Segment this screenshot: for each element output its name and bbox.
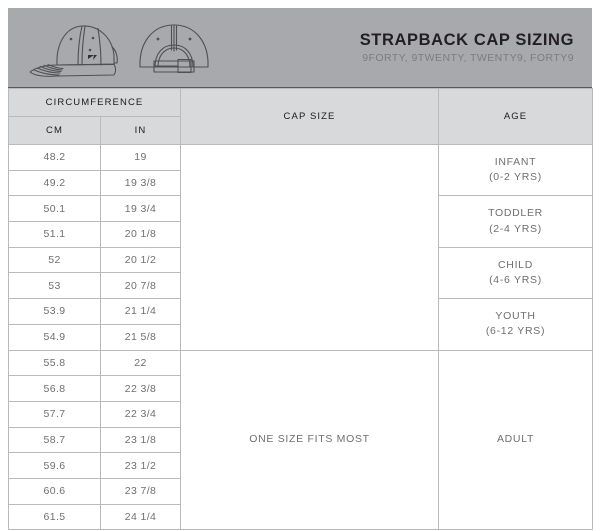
header-circumference: CIRCUMFERENCE xyxy=(9,89,181,117)
cell-circumference-in: 21 1/4 xyxy=(101,299,181,325)
header-cap-size: CAP SIZE xyxy=(181,89,439,145)
cell-circumference-cm: 52 xyxy=(9,247,101,273)
cell-circumference-in: 24 1/4 xyxy=(101,504,181,530)
cap-illustrations xyxy=(8,17,216,79)
header-cm: CM xyxy=(9,117,101,145)
cell-cap-size-empty xyxy=(181,145,439,351)
cell-circumference-cm: 53 xyxy=(9,273,101,299)
age-group-label: INFANT xyxy=(494,155,537,168)
banner-title-block xyxy=(360,31,574,65)
cell-circumference-in: 19 3/8 xyxy=(101,170,181,196)
cell-cap-size-group: ONE SIZE FITS MOST xyxy=(181,350,439,530)
cell-circumference-in: 20 1/8 xyxy=(101,222,181,248)
cell-circumference-in: 23 1/8 xyxy=(101,427,181,453)
cell-circumference-cm: 51.1 xyxy=(9,222,101,248)
page-title: STRAPBACK CAP SIZING xyxy=(359,30,574,49)
cell-circumference-cm: 53.9 xyxy=(9,299,101,325)
age-group-label: YOUTH xyxy=(495,310,536,323)
table-header-row-1 xyxy=(9,89,593,117)
cell-circumference-in: 22 3/4 xyxy=(101,401,181,427)
age-group-range: (4-6 YRS) xyxy=(489,273,542,286)
cell-circumference-in: 23 1/2 xyxy=(101,453,181,479)
cell-circumference-cm: 61.5 xyxy=(9,504,101,530)
cell-circumference-in: 19 xyxy=(101,145,181,171)
cell-circumference-in: 22 3/8 xyxy=(101,376,181,402)
table-head xyxy=(9,89,593,145)
cell-circumference-in: 23 7/8 xyxy=(101,478,181,504)
page-subtitle: 9FORTY, 9TWENTY, TWENTY9, FORTY9 xyxy=(362,52,574,65)
cell-circumference-in: 22 xyxy=(101,350,181,376)
cell-circumference-in: 20 7/8 xyxy=(101,273,181,299)
cell-circumference-cm: 58.7 xyxy=(9,427,101,453)
cell-age-group xyxy=(439,350,593,530)
cell-circumference-cm: 54.9 xyxy=(9,324,101,350)
cell-circumference-in: 19 3/4 xyxy=(101,196,181,222)
cell-age-group xyxy=(439,247,593,298)
table-body xyxy=(9,145,593,530)
cell-circumference-cm: 56.8 xyxy=(9,376,101,402)
age-group-label: CHILD xyxy=(498,258,534,271)
age-group-label: ADULT xyxy=(496,433,535,446)
cell-age-group xyxy=(439,299,593,350)
header-in: IN xyxy=(101,117,181,145)
table-row xyxy=(9,350,593,376)
cell-age-group xyxy=(439,196,593,247)
age-group-range: (0-2 YRS) xyxy=(489,171,542,184)
cap-back-view-illustration xyxy=(132,17,216,79)
sizing-table xyxy=(8,88,593,530)
cell-circumference-cm: 49.2 xyxy=(9,170,101,196)
cell-circumference-cm: 60.6 xyxy=(9,478,101,504)
cell-circumference-cm: 59.6 xyxy=(9,453,101,479)
age-group-range: (6-12 YRS) xyxy=(485,325,546,338)
cell-circumference-cm: 55.8 xyxy=(9,350,101,376)
cell-circumference-in: 20 1/2 xyxy=(101,247,181,273)
header-age: AGE xyxy=(439,89,593,145)
header-banner xyxy=(8,8,592,88)
cell-circumference-cm: 57.7 xyxy=(9,401,101,427)
cell-circumference-in: 21 5/8 xyxy=(101,324,181,350)
age-group-range: (2-4 YRS) xyxy=(489,222,542,235)
age-group-label: TODDLER xyxy=(488,207,543,220)
cap-side-view-illustration xyxy=(26,17,122,79)
table-row xyxy=(9,145,593,171)
cell-circumference-cm: 48.2 xyxy=(9,145,101,171)
cell-age-group xyxy=(439,145,593,196)
cell-circumference-cm: 50.1 xyxy=(9,196,101,222)
